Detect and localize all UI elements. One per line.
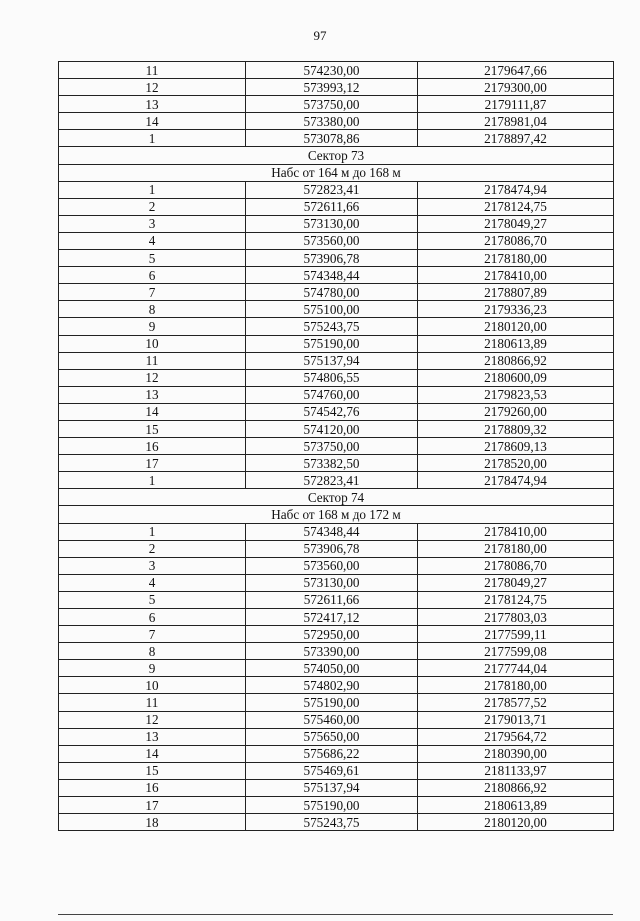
table-row bbox=[59, 215, 614, 232]
x-coordinate-cell: 2178124,75 bbox=[418, 591, 614, 608]
y-coordinate-cell: 574542,76 bbox=[246, 403, 418, 420]
table-row bbox=[59, 420, 614, 437]
altitude-range: Набс от 168 м до 172 м bbox=[59, 506, 614, 523]
table-row bbox=[59, 797, 614, 814]
y-coordinate-cell: 573993,12 bbox=[246, 79, 418, 96]
y-coordinate-cell: 574760,00 bbox=[246, 386, 418, 403]
table-row bbox=[59, 284, 614, 301]
table-row bbox=[59, 814, 614, 831]
point-number-cell: 16 bbox=[59, 438, 246, 455]
point-number-cell: 17 bbox=[59, 455, 246, 472]
y-coordinate-cell: 575100,00 bbox=[246, 301, 418, 318]
table-row bbox=[59, 438, 614, 455]
point-number-cell: 9 bbox=[59, 660, 246, 677]
point-number-cell: 12 bbox=[59, 79, 246, 96]
x-coordinate-cell: 2178577,52 bbox=[418, 694, 614, 711]
coordinates-table-body bbox=[59, 62, 614, 831]
x-coordinate-cell: 2179647,66 bbox=[418, 62, 614, 79]
point-number-cell: 7 bbox=[59, 626, 246, 643]
altitude-range: Набс от 164 м до 168 м bbox=[59, 164, 614, 181]
table-row bbox=[59, 130, 614, 147]
table-row bbox=[59, 62, 614, 79]
table-row bbox=[59, 232, 614, 249]
x-coordinate-cell: 2180613,89 bbox=[418, 335, 614, 352]
y-coordinate-cell: 574806,55 bbox=[246, 369, 418, 386]
table-row bbox=[59, 250, 614, 267]
x-coordinate-cell: 2178180,00 bbox=[418, 540, 614, 557]
point-number-cell: 18 bbox=[59, 814, 246, 831]
y-coordinate-cell: 575469,61 bbox=[246, 762, 418, 779]
point-number-cell: 5 bbox=[59, 591, 246, 608]
x-coordinate-cell: 2178809,32 bbox=[418, 420, 614, 437]
coordinates-table bbox=[58, 61, 614, 831]
x-coordinate-cell: 2178124,75 bbox=[418, 198, 614, 215]
x-coordinate-cell: 2180120,00 bbox=[418, 814, 614, 831]
y-coordinate-cell: 573560,00 bbox=[246, 232, 418, 249]
x-coordinate-cell: 2178520,00 bbox=[418, 455, 614, 472]
point-number-cell: 14 bbox=[59, 745, 246, 762]
bottom-rule bbox=[58, 914, 613, 915]
table-row bbox=[59, 762, 614, 779]
point-number-cell: 5 bbox=[59, 250, 246, 267]
x-coordinate-cell: 2180600,09 bbox=[418, 369, 614, 386]
point-number-cell: 11 bbox=[59, 694, 246, 711]
point-number-cell: 3 bbox=[59, 557, 246, 574]
x-coordinate-cell: 2180120,00 bbox=[418, 318, 614, 335]
point-number-cell: 9 bbox=[59, 318, 246, 335]
y-coordinate-cell: 574050,00 bbox=[246, 660, 418, 677]
y-coordinate-cell: 575190,00 bbox=[246, 797, 418, 814]
y-coordinate-cell: 575243,75 bbox=[246, 814, 418, 831]
table-row bbox=[59, 694, 614, 711]
y-coordinate-cell: 573130,00 bbox=[246, 574, 418, 591]
point-number-cell: 1 bbox=[59, 523, 246, 540]
point-number-cell: 14 bbox=[59, 113, 246, 130]
point-number-cell: 12 bbox=[59, 369, 246, 386]
page-number: 97 bbox=[313, 28, 327, 43]
table-row bbox=[59, 660, 614, 677]
x-coordinate-cell: 2180390,00 bbox=[418, 745, 614, 762]
y-coordinate-cell: 573750,00 bbox=[246, 96, 418, 113]
point-number-cell: 14 bbox=[59, 403, 246, 420]
point-number-cell: 6 bbox=[59, 267, 246, 284]
y-coordinate-cell: 574348,44 bbox=[246, 523, 418, 540]
point-number-cell: 17 bbox=[59, 797, 246, 814]
y-coordinate-cell: 574230,00 bbox=[246, 62, 418, 79]
x-coordinate-cell: 2178086,70 bbox=[418, 557, 614, 574]
y-coordinate-cell: 575137,94 bbox=[246, 779, 418, 796]
table-row bbox=[59, 267, 614, 284]
x-coordinate-cell: 2177599,11 bbox=[418, 626, 614, 643]
point-number-cell: 12 bbox=[59, 711, 246, 728]
y-coordinate-cell: 574120,00 bbox=[246, 420, 418, 437]
y-coordinate-cell: 573906,78 bbox=[246, 250, 418, 267]
point-number-cell: 13 bbox=[59, 386, 246, 403]
y-coordinate-cell: 573390,00 bbox=[246, 643, 418, 660]
point-number-cell: 6 bbox=[59, 609, 246, 626]
sector-title: Сектор 74 bbox=[59, 489, 614, 506]
point-number-cell: 15 bbox=[59, 420, 246, 437]
x-coordinate-cell: 2178609,13 bbox=[418, 438, 614, 455]
table-row bbox=[59, 609, 614, 626]
x-coordinate-cell: 2178410,00 bbox=[418, 267, 614, 284]
x-coordinate-cell: 2178981,04 bbox=[418, 113, 614, 130]
table-row bbox=[59, 455, 614, 472]
table-row bbox=[59, 745, 614, 762]
table-row bbox=[59, 198, 614, 215]
table-row bbox=[59, 779, 614, 796]
point-number-cell: 7 bbox=[59, 284, 246, 301]
y-coordinate-cell: 572950,00 bbox=[246, 626, 418, 643]
y-coordinate-cell: 572417,12 bbox=[246, 609, 418, 626]
point-number-cell: 8 bbox=[59, 301, 246, 318]
table-row bbox=[59, 352, 614, 369]
table-row bbox=[59, 386, 614, 403]
y-coordinate-cell: 572611,66 bbox=[246, 198, 418, 215]
point-number-cell: 2 bbox=[59, 198, 246, 215]
table-row bbox=[59, 318, 614, 335]
table-row bbox=[59, 540, 614, 557]
x-coordinate-cell: 2181133,97 bbox=[418, 762, 614, 779]
table-row bbox=[59, 711, 614, 728]
table-row bbox=[59, 626, 614, 643]
y-coordinate-cell: 573380,00 bbox=[246, 113, 418, 130]
x-coordinate-cell: 2178049,27 bbox=[418, 574, 614, 591]
table-row bbox=[59, 643, 614, 660]
y-coordinate-cell: 573906,78 bbox=[246, 540, 418, 557]
table-row bbox=[59, 557, 614, 574]
y-coordinate-cell: 572823,41 bbox=[246, 181, 418, 198]
y-coordinate-cell: 575137,94 bbox=[246, 352, 418, 369]
point-number-cell: 2 bbox=[59, 540, 246, 557]
y-coordinate-cell: 573130,00 bbox=[246, 215, 418, 232]
y-coordinate-cell: 575650,00 bbox=[246, 728, 418, 745]
point-number-cell: 16 bbox=[59, 779, 246, 796]
x-coordinate-cell: 2179336,23 bbox=[418, 301, 614, 318]
table-row bbox=[59, 113, 614, 130]
altitude-range-row bbox=[59, 164, 614, 181]
y-coordinate-cell: 575243,75 bbox=[246, 318, 418, 335]
x-coordinate-cell: 2178807,89 bbox=[418, 284, 614, 301]
x-coordinate-cell: 2179564,72 bbox=[418, 728, 614, 745]
table-row bbox=[59, 369, 614, 386]
x-coordinate-cell: 2177599,08 bbox=[418, 643, 614, 660]
x-coordinate-cell: 2178086,70 bbox=[418, 232, 614, 249]
x-coordinate-cell: 2178410,00 bbox=[418, 523, 614, 540]
table-row bbox=[59, 591, 614, 608]
y-coordinate-cell: 574348,44 bbox=[246, 267, 418, 284]
x-coordinate-cell: 2179111,87 bbox=[418, 96, 614, 113]
x-coordinate-cell: 2180866,92 bbox=[418, 779, 614, 796]
table-row bbox=[59, 96, 614, 113]
point-number-cell: 1 bbox=[59, 472, 246, 489]
point-number-cell: 4 bbox=[59, 574, 246, 591]
y-coordinate-cell: 573560,00 bbox=[246, 557, 418, 574]
y-coordinate-cell: 575686,22 bbox=[246, 745, 418, 762]
y-coordinate-cell: 575190,00 bbox=[246, 694, 418, 711]
y-coordinate-cell: 573078,86 bbox=[246, 130, 418, 147]
point-number-cell: 11 bbox=[59, 352, 246, 369]
y-coordinate-cell: 572823,41 bbox=[246, 472, 418, 489]
point-number-cell: 11 bbox=[59, 62, 246, 79]
y-coordinate-cell: 573382,50 bbox=[246, 455, 418, 472]
table-row bbox=[59, 472, 614, 489]
table-row bbox=[59, 181, 614, 198]
sector-title-row bbox=[59, 147, 614, 164]
x-coordinate-cell: 2178474,94 bbox=[418, 181, 614, 198]
x-coordinate-cell: 2179823,53 bbox=[418, 386, 614, 403]
point-number-cell: 13 bbox=[59, 96, 246, 113]
x-coordinate-cell: 2178180,00 bbox=[418, 250, 614, 267]
table-row bbox=[59, 677, 614, 694]
table-row bbox=[59, 523, 614, 540]
y-coordinate-cell: 572611,66 bbox=[246, 591, 418, 608]
point-number-cell: 1 bbox=[59, 130, 246, 147]
table-row bbox=[59, 301, 614, 318]
x-coordinate-cell: 2180866,92 bbox=[418, 352, 614, 369]
point-number-cell: 8 bbox=[59, 643, 246, 660]
y-coordinate-cell: 574802,90 bbox=[246, 677, 418, 694]
x-coordinate-cell: 2179013,71 bbox=[418, 711, 614, 728]
x-coordinate-cell: 2177744,04 bbox=[418, 660, 614, 677]
point-number-cell: 4 bbox=[59, 232, 246, 249]
table-row bbox=[59, 574, 614, 591]
x-coordinate-cell: 2178897,42 bbox=[418, 130, 614, 147]
y-coordinate-cell: 575190,00 bbox=[246, 335, 418, 352]
point-number-cell: 1 bbox=[59, 181, 246, 198]
point-number-cell: 3 bbox=[59, 215, 246, 232]
point-number-cell: 13 bbox=[59, 728, 246, 745]
table-row bbox=[59, 728, 614, 745]
x-coordinate-cell: 2178474,94 bbox=[418, 472, 614, 489]
table-row bbox=[59, 335, 614, 352]
x-coordinate-cell: 2178049,27 bbox=[418, 215, 614, 232]
y-coordinate-cell: 575460,00 bbox=[246, 711, 418, 728]
point-number-cell: 15 bbox=[59, 762, 246, 779]
point-number-cell: 10 bbox=[59, 335, 246, 352]
x-coordinate-cell: 2180613,89 bbox=[418, 797, 614, 814]
x-coordinate-cell: 2179260,00 bbox=[418, 403, 614, 420]
x-coordinate-cell: 2179300,00 bbox=[418, 79, 614, 96]
x-coordinate-cell: 2177803,03 bbox=[418, 609, 614, 626]
y-coordinate-cell: 573750,00 bbox=[246, 438, 418, 455]
table-row bbox=[59, 403, 614, 420]
altitude-range-row bbox=[59, 506, 614, 523]
x-coordinate-cell: 2178180,00 bbox=[418, 677, 614, 694]
y-coordinate-cell: 574780,00 bbox=[246, 284, 418, 301]
point-number-cell: 10 bbox=[59, 677, 246, 694]
table-row bbox=[59, 79, 614, 96]
sector-title-row bbox=[59, 489, 614, 506]
sector-title: Сектор 73 bbox=[59, 147, 614, 164]
